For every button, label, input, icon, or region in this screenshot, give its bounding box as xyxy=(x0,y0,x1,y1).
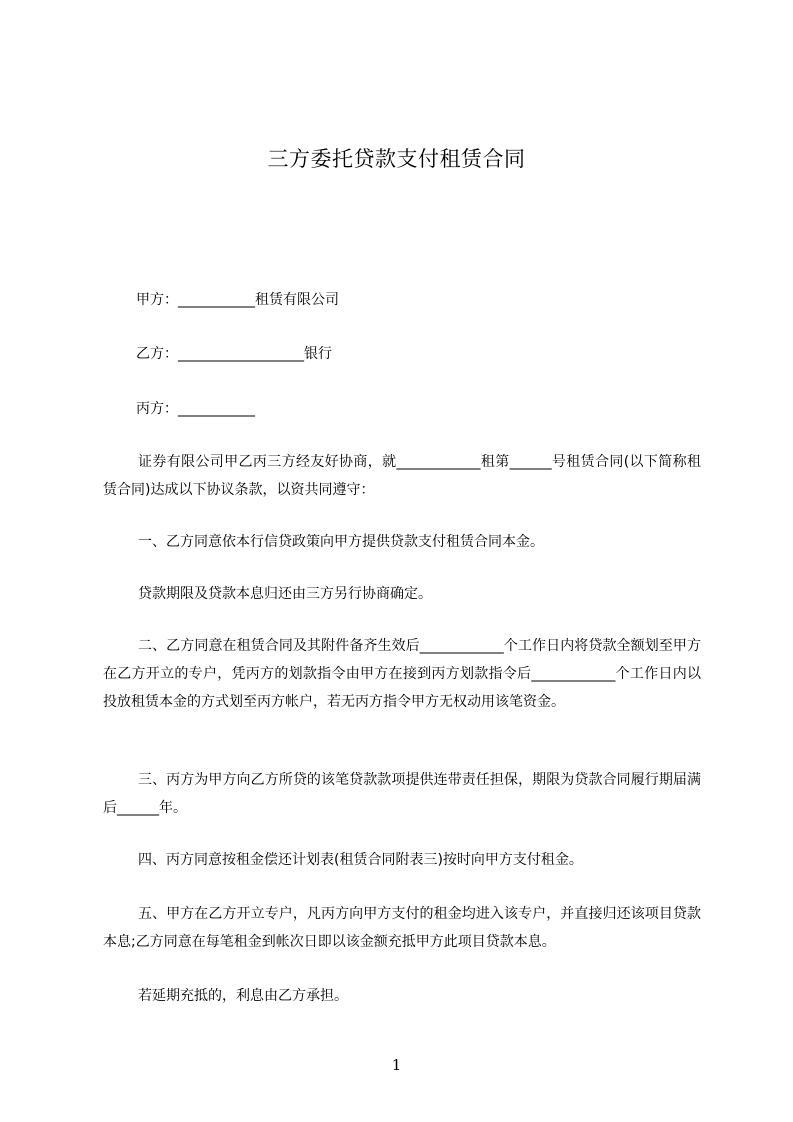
party-b-line: 乙方：__________________银行 xyxy=(136,346,332,362)
clause-4-paragraph: 四、丙方同意按租金偿还计划表(租赁合同附表三)按时向甲方支付租金。 xyxy=(138,852,583,868)
document-title: 三方委托贷款支付租赁合同 xyxy=(267,147,526,171)
clause-5-note-paragraph: 若延期充抵的，利息由乙方承担。 xyxy=(138,988,348,1004)
clause-1-paragraph: 一、乙方同意依本行信贷政策向甲方提供贷款支付租赁合同本金。 xyxy=(138,534,544,550)
clause-2-paragraph: 二、乙方同意在租赁合同及其附件备齐生效后____________个工作日内将贷款全额划至甲方在乙方开立的专户，凭丙方的划款指令由甲方在接到丙方划款指令后____________个工作日内以投放租赁本金的方式划至丙方帐户，若无丙方指令甲方无权动用该笔资金。 xyxy=(103,638,701,710)
clause-3-paragraph: 三、丙方为甲方向乙方所贷的该笔贷款款项提供连带责任担保，期限为贷款合同履行期届满后______年。 xyxy=(103,772,701,816)
clause-1-note-paragraph: 贷款期限及贷款本息归还由三方另行协商确定。 xyxy=(138,586,432,602)
party-c-line: 丙方：___________ xyxy=(136,401,255,417)
party-a-line: 甲方：___________租赁有限公司 xyxy=(136,292,339,308)
page-number: 1 xyxy=(391,1056,402,1074)
preamble-paragraph: 证券有限公司甲乙丙三方经友好协商，就____________租第______号租赁合同(以下简称租赁合同)达成以下协议条款，以资共同遵守： xyxy=(103,454,701,498)
clause-5-paragraph: 五、甲方在乙方开立专户，凡丙方向甲方支付的租金均进入该专户，并直接归还该项目贷款本息;乙方同意在每笔租金到帐次日即以该金额充抵甲方此项目贷款本息。 xyxy=(103,906,701,950)
